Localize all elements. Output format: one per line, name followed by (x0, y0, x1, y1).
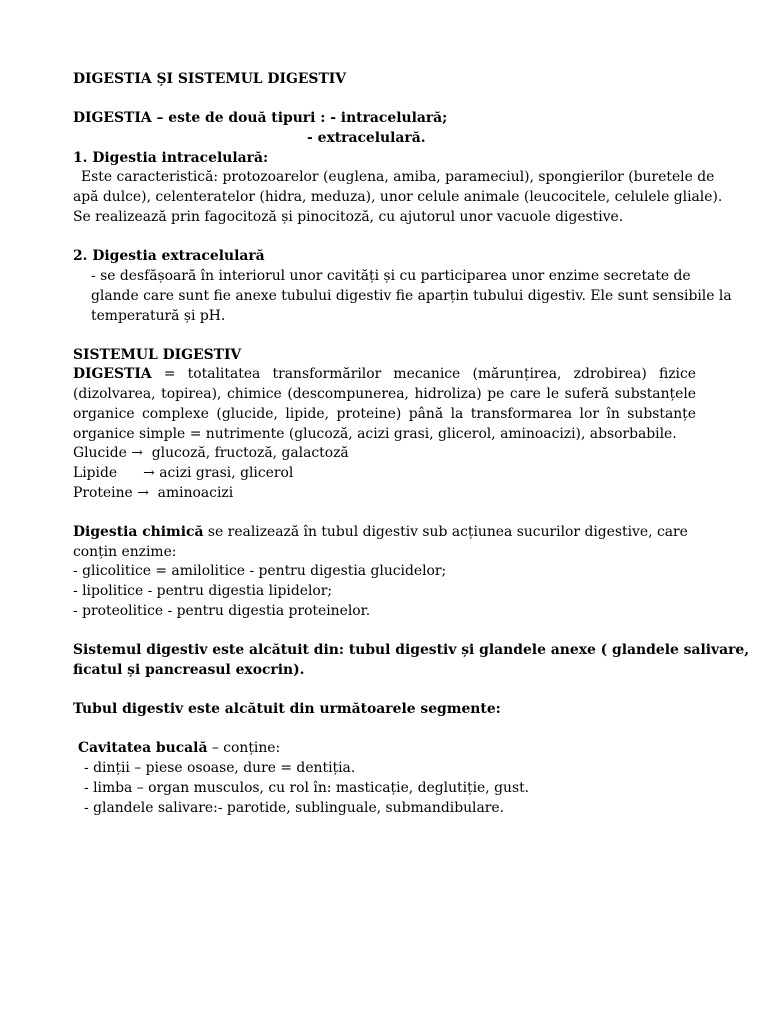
extracellular-line-1: - se desfășoară în interiorul unor cavități și cu participarea unor enzime secretate de (91, 268, 691, 284)
extracellular-line-3: temperatură și pH. (91, 308, 226, 324)
digestion-types-second: - extracelulară. (307, 130, 426, 146)
definition-line-1: DIGESTIA = totalitatea transformărilor mecanice (mărunțirea, zdrobirea) fizice (73, 366, 696, 382)
right-arrow-icon: → (131, 445, 143, 461)
lipide-row: Lipide → acizi grasi, glicerol (73, 464, 293, 484)
digestion-types-line: DIGESTIA – este de două tipuri : - intracelulară; (73, 110, 448, 126)
definition-line-3: organice complexe (glucide, lipide, proteine) până la transformarea lor în substanțe (73, 406, 696, 422)
definition-line-2: (dizolvarea, topirea), chimice (descompunerea, hidroliza) pe care le suferă substanțele (73, 386, 696, 402)
composition-line-1: Sistemul digestiv este alcătuit din: tubul digestiv și glandele anexe ( glandele salivare, (73, 642, 750, 658)
chemical-digestion-line-5: - proteolitice - pentru digestia proteinelor. (73, 603, 371, 619)
oral-cavity-line-4: - glandele salivare:- parotide, sublinguale, submandibulare. (84, 800, 505, 816)
extracellular-heading: 2. Digestia extracelulară (73, 248, 265, 264)
intracellular-line-1: Este caracteristică: protozoarelor (euglena, amiba, parameciul), spongierilor (buretele de (81, 169, 715, 185)
tube-heading: Tubul digestiv este alcătuit din următoarele segmente: (73, 701, 501, 717)
right-arrow-icon: → (143, 465, 155, 481)
oral-cavity-line-3: - limba – organ musculos, cu rol în: masticație, deglutiție, gust. (84, 780, 530, 796)
intracellular-heading: 1. Digestia intracelulară: (73, 150, 269, 166)
intracellular-line-3: Se realizează prin fagocitoză și pinocitoză, cu ajutorul unor vacuole digestive. (73, 209, 624, 225)
intracellular-line-2: apă dulce), celenteratelor (hidra, meduza), unor celule animale (leucocitele, celulele gliale). (73, 189, 723, 205)
document-title: DIGESTIA ȘI SISTEMUL DIGESTIV (73, 71, 347, 87)
chemical-digestion-line-2: conțin enzime: (73, 544, 177, 560)
extracellular-line-2: glande care sunt fie anexe tubului digestiv fie aparțin tubului digestiv. Ele sunt sensibile la (91, 288, 732, 304)
glucide-row: Glucide → glucoză, fructoză, galactoză (73, 444, 349, 464)
chemical-digestion-line-3: - glicolitice = amilolitice - pentru digestia glucidelor; (73, 563, 447, 579)
proteine-row: Proteine → aminoacizi (73, 484, 233, 504)
definition-line-4: organice simple = nutrimente (glucoză, acizi grasi, glicerol, aminoacizi), absorbabile. (73, 426, 677, 442)
chemical-digestion-line-4: - lipolitice - pentru digestia lipidelor; (73, 583, 333, 599)
sistem-heading: SISTEMUL DIGESTIV (73, 347, 242, 363)
chemical-digestion-line-1: Digestia chimică se realizează în tubul digestiv sub acțiunea sucurilor digestive, care (73, 524, 688, 540)
oral-cavity-line-2: - dinții – piese osoase, dure = dentiția. (84, 760, 356, 776)
right-arrow-icon: → (137, 485, 149, 501)
composition-line-2: ficatul și pancreasul exocrin). (73, 662, 305, 678)
oral-cavity-line-1: Cavitatea bucală – conține: (78, 740, 281, 756)
